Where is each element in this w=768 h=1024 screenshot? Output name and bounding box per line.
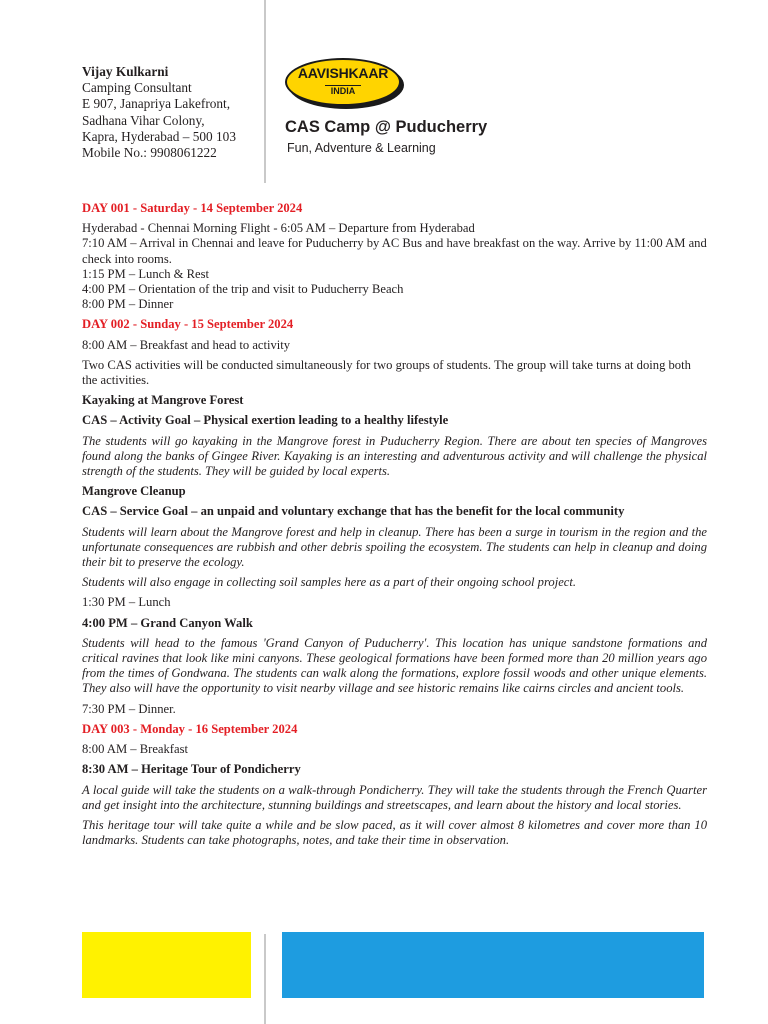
contact-name: Vijay Kulkarni xyxy=(82,64,169,79)
itinerary xyxy=(82,201,707,848)
contact-role: Camping Consultant xyxy=(82,80,192,96)
contact-address-line: E 907, Janapriya Lakefront, xyxy=(82,96,231,112)
day-heading: DAY 001 - Saturday - 14 September 2024 xyxy=(82,201,303,215)
aavishkaar-logo xyxy=(285,58,401,106)
day-heading: DAY 002 - Sunday - 15 September 2024 xyxy=(82,317,294,332)
activity-description: Students will also engage in collecting soil samples here as a part of their ongoing school project. xyxy=(82,575,577,590)
activity-description: A local guide will take the students on a walk-through Pondicherry. They will take the students through the French Quarter and get insight into the architecture, stunning buildings and streetscapes, and learn about the history and local stories. xyxy=(82,782,707,812)
header-divider xyxy=(264,0,266,183)
activity-description: Students will learn about the Mangrove forest and help in cleanup. There has been a surge in tourism in the region and the unfortunate consequences are rubbish and other debris spoiling the ecosystem. The students can help in cleanup and doing their bit to preserve the ecology. xyxy=(82,524,707,570)
footer-yellow-block xyxy=(82,932,251,998)
itinerary-line: 4:00 PM – Orientation of the trip and visit to Puducherry Beach xyxy=(82,282,404,297)
activity-title: Mangrove Cleanup xyxy=(82,484,186,499)
day-heading: DAY 003 - Monday - 16 September 2024 xyxy=(82,721,298,736)
activity-title: Kayaking at Mangrove Forest xyxy=(82,393,244,408)
contact-address-line: Sadhana Vihar Colony, xyxy=(82,112,205,128)
logo-text: AAVISHKAAR xyxy=(297,65,389,81)
itinerary-line: 7:30 PM – Dinner. xyxy=(82,701,176,716)
itinerary-line: 8:00 AM – Breakfast and head to activity xyxy=(82,337,291,352)
itinerary-line: 1:15 PM – Lunch & Rest xyxy=(82,266,209,281)
activity-description: This heritage tour will take quite a while and be slow paced, as it will cover almost 8 kilometres and cover more than 10 landmarks. Students can take photographs, notes, and take their time in observation. xyxy=(82,817,707,848)
contact-mobile: Mobile No.: 9908061222 xyxy=(82,145,217,161)
contact-address-line: Kapra, Hyderabad – 500 103 xyxy=(82,128,236,144)
itinerary-paragraph: Two CAS activities will be conducted simultaneously for two groups of students. The group will take turns at doing both the activities. xyxy=(82,357,691,388)
activity-description: The students will go kayaking in the Mangrove forest in Puducherry Region. There are about ten species of Mangroves found along the banks of Gingee River. Kayaking is an interesting and adventurous activity and will challenge the physical strength of the students. They will be guided by local experts. xyxy=(82,433,707,479)
contact-block xyxy=(82,64,236,161)
itinerary-line: 8:00 AM – Breakfast xyxy=(82,742,188,757)
activity-title: 4:00 PM – Grand Canyon Walk xyxy=(82,615,253,630)
activity-goal: CAS – Service Goal – an unpaid and voluntary exchange that has the benefit for the local community xyxy=(82,504,625,519)
footer-blue-block xyxy=(282,932,704,998)
itinerary-line: 8:00 PM – Dinner xyxy=(82,297,174,312)
activity-goal: CAS – Activity Goal – Physical exertion leading to a healthy lifestyle xyxy=(82,413,449,428)
activity-title: 8:30 AM – Heritage Tour of Pondicherry xyxy=(82,762,301,777)
itinerary-line: 7:10 AM – Arrival in Chennai and leave for Puducherry by AC Bus and have breakfast on the way. Arrive by 11:00 AM and check into rooms. xyxy=(82,236,707,266)
itinerary-line: Hyderabad - Chennai Morning Flight - 6:05 AM – Departure from Hyderabad xyxy=(82,221,475,236)
camp-title: CAS Camp @ Puducherry xyxy=(285,118,488,136)
camp-subtitle: Fun, Adventure & Learning xyxy=(287,141,436,155)
itinerary-line: 1:30 PM – Lunch xyxy=(82,595,171,610)
footer-divider xyxy=(264,934,266,1024)
logo-subtext: INDIA xyxy=(325,85,362,97)
activity-description: Students will head to the famous 'Grand Canyon of Puducherry'. This location has unique sandstone formations and critical ravines that look like mini canyons. These geological formations have been formed more than 20 million years ago from the times of Gondwana. The students can walk along the formations, explore fossil woods and other unique elements. They also will have the opportunity to visit nearby village and see historic remains like cairns circles and ancient tools. xyxy=(82,635,707,696)
